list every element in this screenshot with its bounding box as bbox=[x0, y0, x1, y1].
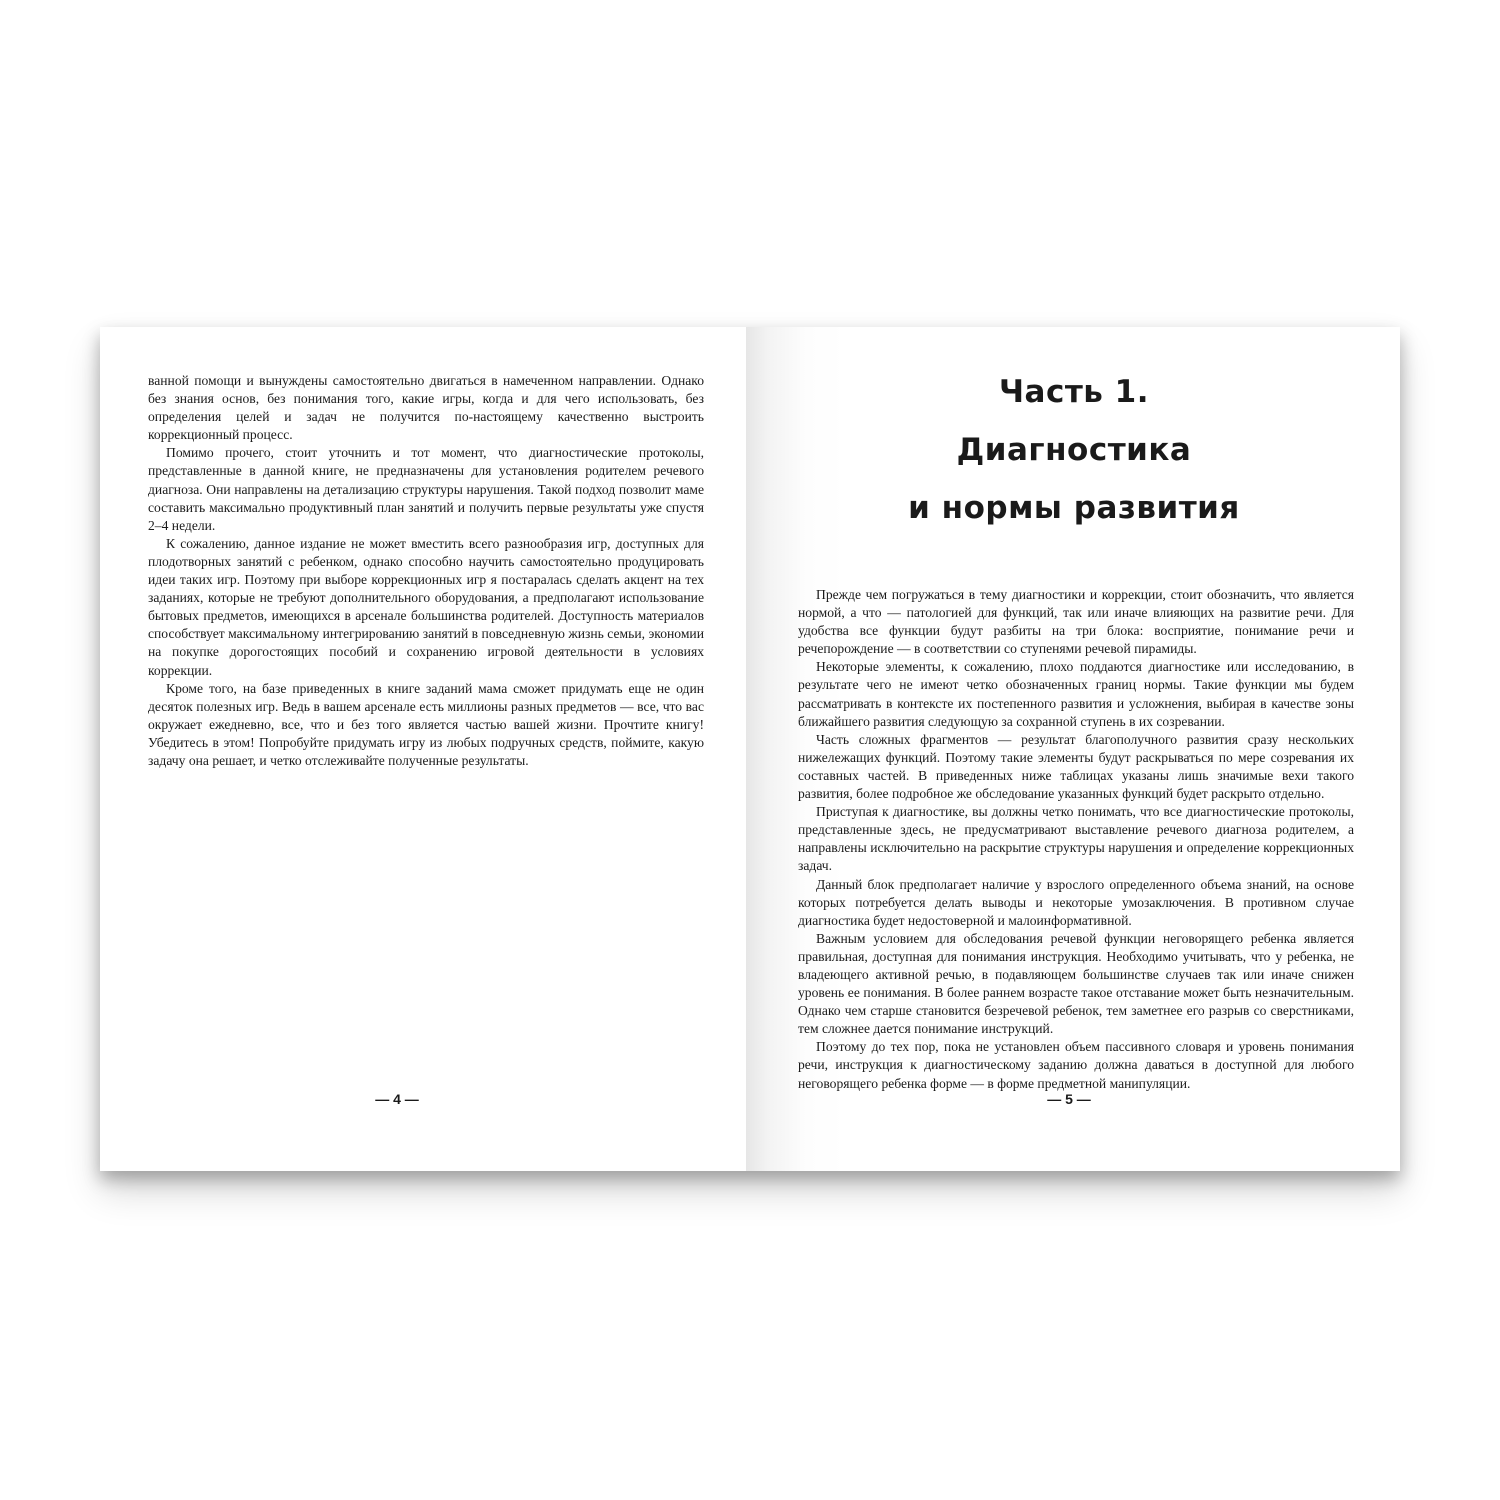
paragraph: Важным условием для обследования речевой функции неговорящего ребенка является правильная, доступная для понимания инструкция. Необходимо учитывать, что у ребенка, не владеющего активной речью, в подавляющем большинстве случаев так или иначе снижен уровень ее понимания. В более раннем возрасте такое отставание может быть незначительным. Однако чем старше становится безречевой ребенок, тем заметнее его разрыв со сверстниками, тем сложнее дается понимание инструкций. bbox=[798, 930, 1354, 1037]
paragraph: Помимо прочего, стоит уточнить и тот момент, что диагностические протоколы, представленные в данной книге, не предназначены для установления родителем речевого диагноза. Они направлены на детализацию структуры нарушения. Такой подход позволит маме составить максимально продуктивный план занятий и получить первые результаты уже спустя 2–4 недели. bbox=[148, 445, 704, 533]
page-number: — 5 — bbox=[1047, 1091, 1091, 1107]
paragraph: Часть сложных фрагментов — результат благополучного развития сразу нескольких нижележащих функций. Поэтому такие элементы будут раскрываться по мере созревания их составных частей. В приведенных ниже таблицах указаны лишь значимые вехи такого развития, более подробное же обследование указанных функций будет раскрыто отдельно. bbox=[798, 731, 1354, 802]
left-page bbox=[100, 327, 746, 1171]
paragraph: Данный блок предполагает наличие у взрослого определенного объема знаний, на основе которых потребуется делать выводы и некоторые умозаключения. В противном случае диагностика будет недостоверной и малоинформативной. bbox=[798, 876, 1354, 928]
right-page-body bbox=[798, 586, 1354, 1093]
paragraph: ванной помощи и вынуждены самостоятельно двигаться в намеченном направлении. Однако без знания основ, без понимания того, какие игры, когда и для чего использовать, без определения целей и задач не получится по-настоящему качественно выстроить коррекционный процесс. bbox=[148, 373, 704, 443]
left-page-body bbox=[148, 372, 704, 770]
paragraph: Некоторые элементы, к сожалению, плохо поддаются диагностике или исследованию, в результате чего не имеют четко обозначенных границ нормы. Такие функции мы будем рассматривать в контексте их постепенного развития и усложнения, выбирая в качестве зоны ближайшего развития следующую за сохранной ступень в их созревании. bbox=[798, 659, 1354, 729]
book-spread bbox=[100, 327, 1400, 1171]
chapter-title-line: и нормы развития bbox=[908, 490, 1240, 526]
paragraph: Приступая к диагностике, вы должны четко понимать, что все диагностические протоколы, представленные здесь, не предусматривают выставление речевого диагноза родителем, а направлены исключительно на раскрытие структуры нарушения и определение коррекционных задач. bbox=[798, 804, 1354, 874]
chapter-title bbox=[746, 363, 1400, 537]
paragraph: Поэтому до тех пор, пока не установлен объем пассивного словаря и уровень понимания речи, инструкция к диагностическому заданию должна даваться в доступной для любого неговорящего ребенка форме — в форме предметной манипуляции. bbox=[798, 1039, 1354, 1091]
chapter-title-line: Диагностика bbox=[956, 432, 1192, 468]
chapter-title-line: Часть 1. bbox=[998, 374, 1150, 410]
paragraph: К сожалению, данное издание не может вместить всего разнообразия игр, доступных для плодотворных занятий с ребенком, однако способно научить самостоятельно продуцировать идеи таких игр. Поэтому при выборе коррекционных игр я постаралась сделать акцент на тех заданиях, которые не требуют дополнительного оборудования, а предполагают использование бытовых предметов, имеющихся в арсенале большинства родителей. Доступность материалов способствует максимальному интегрированию занятий в повседневную жизнь семьи, экономии на покупке дорогостоящих пособий и сохранению игровой деятельности в условиях коррекции. bbox=[148, 535, 704, 678]
page-number: — 4 — bbox=[375, 1091, 419, 1107]
paragraph: Кроме того, на базе приведенных в книге заданий мама сможет придумать еще не один десяток полезных игр. Ведь в вашем арсенале есть миллионы разных предметов — все, что вас окружает ежедневно, все, что и без того является частью вашей жизни. Прочтите книгу! Убедитесь в этом! Попробуйте придумать игру из любых подручных средств, поймите, какую задачу она решает, и четко отслеживайте полученные результаты. bbox=[148, 680, 704, 768]
right-page bbox=[746, 327, 1400, 1171]
paragraph: Прежде чем погружаться в тему диагностики и коррекции, стоит обозначить, что является нормой, а что — патологией для функций, так или иначе влияющих на развитие речи. Для удобства все функции будут разбиты на три блока: восприятие, понимание речи и речепорождение — в соответствии со ступенями речевой пирамиды. bbox=[798, 587, 1354, 657]
